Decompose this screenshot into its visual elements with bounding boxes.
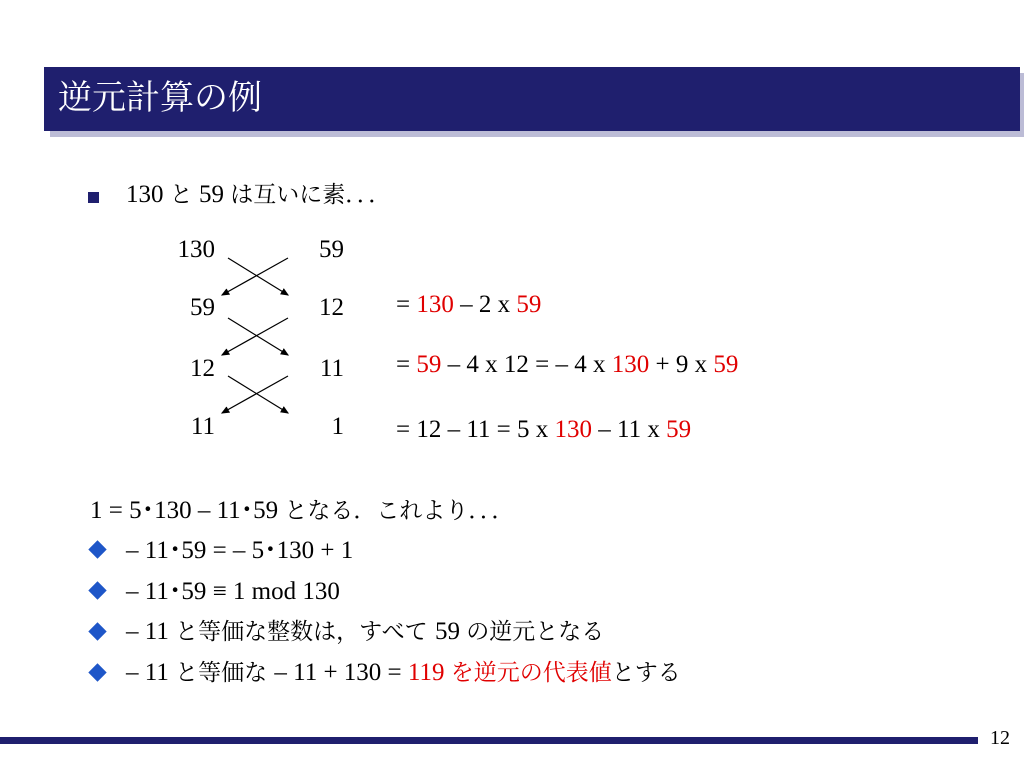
equation-3: = 12 – 11 = 5 x 130 – 11 x 59 <box>396 416 692 443</box>
footer-rule <box>0 737 978 744</box>
bullet-1: – 11･59 = – 5･130 + 1 <box>126 537 354 564</box>
slide-title: 逆元計算の例 <box>58 78 262 118</box>
euclid-left-2: 59 <box>190 294 215 321</box>
bullet-2: – 11･59 ≡ 1 mod 130 <box>126 578 340 605</box>
equation-2: = 59 – 4 x 12 = – 4 x 130 + 9 x 59 <box>396 351 739 378</box>
euclid-right-4: 1 <box>331 413 344 440</box>
equation-1: = 130 – 2 x 59 <box>396 291 542 318</box>
euclid-right-2: 12 <box>319 294 344 321</box>
euclid-left-4: 11 <box>190 413 215 440</box>
page-number: 12 <box>990 727 1010 749</box>
summary-line: 1 = 5･130 – 11･59 となる．これより．．． <box>90 497 515 524</box>
euclid-right-1: 59 <box>319 236 344 263</box>
euclid-left-1: 130 <box>177 236 215 263</box>
bullet-3: – 11 と等価な整数は，すべて 59 の逆元となる <box>126 618 605 645</box>
intro-line: 130 と 59 は互いに素．．． <box>126 181 392 208</box>
euclid-left-3: 12 <box>190 355 215 382</box>
euclid-right-3: 11 <box>319 355 344 382</box>
bullet-4: – 11 と等価な – 11 + 130 = 119 を逆元の代表値とする <box>126 659 681 686</box>
